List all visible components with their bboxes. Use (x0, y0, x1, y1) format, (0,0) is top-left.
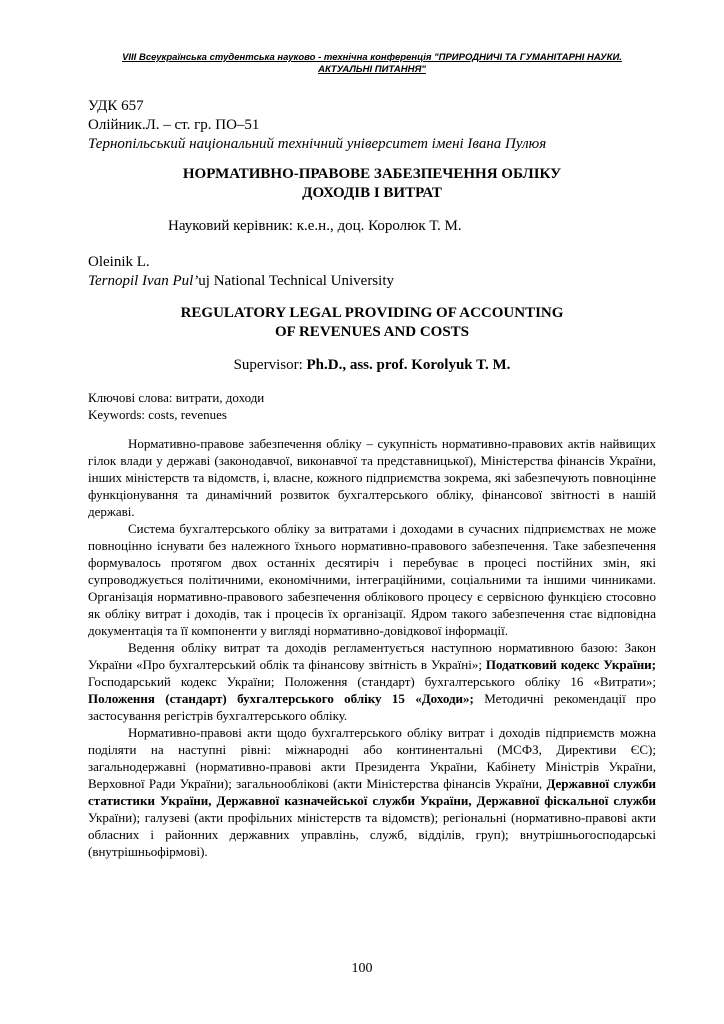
conference-header-line-1: VIII Всеукраїнська студентська науково - технічна конференція "ПРИРОДНИЧІ ТА ГУМАНІТАРНІ НАУКИ. (122, 52, 622, 63)
affiliation-en-rest: uj National Technical University (198, 273, 394, 289)
paper-title-en (88, 304, 656, 342)
paragraph-3-part-c: Господарський кодекс України; Положення (стандарт) бухгалтерського обліку 16 «Витрати»; (88, 674, 656, 689)
author-ua: Олійник.Л. – ст. гр. ПО–51 (88, 117, 260, 133)
paragraph-3-tax-code: Податковий кодекс України; (485, 657, 657, 672)
supervisor-en-name: Ph.D., ass. prof. Korolyuk T. M. (306, 357, 511, 373)
paper-page (88, 52, 656, 860)
paper-title-ua (88, 165, 656, 203)
affiliation-ua: Тернопільський національний технічний університет імені Івана Пулюя (88, 136, 547, 152)
paragraph-4 (88, 724, 656, 860)
paper-title-en-line-2: OF REVENUES AND COSTS (274, 324, 470, 340)
conference-header (88, 52, 656, 76)
page-number: 100 (351, 961, 373, 976)
keywords-block (88, 389, 656, 423)
supervisor-en (88, 356, 656, 375)
affiliation-en-italic: Ternopil Ivan Pul’ (88, 273, 199, 289)
paragraph-1: Нормативно-правове забезпечення обліку – сукупність нормативно-правових актів найвищих гілок влади у державі (законодавчої, виконавчої та представницької), Міністерства фінансів України, інших міністерств та відомств, і, власне, кожного підприємства зокрема, які забезпечують повноцінне функціонування та динамічний розвиток бухгалтерського обліку, фінансової звітності в нашій державі. (88, 436, 656, 519)
paper-body (88, 435, 656, 860)
supervisor-en-label: Supervisor: (233, 357, 307, 373)
paragraph-3 (88, 639, 656, 724)
paper-title-ua-line-1: НОРМАТИВНО-ПРАВОВЕ ЗАБЕЗПЕЧЕННЯ ОБЛІКУ (182, 166, 562, 182)
keywords-en: Keywords: costs, revenues (88, 407, 227, 422)
keywords-ua: Ключові слова: витрати, доходи (88, 390, 265, 405)
conference-header-line-2: АКТУАЛЬНІ ПИТАННЯ" (318, 64, 426, 75)
paper-title-en-line-1: REGULATORY LEGAL PROVIDING OF ACCOUNTING (180, 305, 564, 321)
paragraph-3-standard-15: Положення (стандарт) бухгалтерського обліку 15 «Доходи»; (88, 691, 474, 706)
supervisor-ua: Науковий керівник: к.е.н., доц. Королюк Т. М. (168, 218, 462, 234)
paragraph-3-part-e: Методичні рекомендації про застосування регістрів бухгалтерського обліку. (88, 691, 656, 723)
paper-title-ua-line-2: ДОХОДІВ І ВИТРАТ (302, 185, 442, 201)
paragraph-4-part-c: України); галузеві (акти профільних міністерств та відомств); регіональні (нормативно-правові акти обласних і районних державних управлінь, служб, відділів, груп); внутрішньогосподарські (внутрішньофірмові). (88, 810, 656, 859)
author-en: Oleinik L. (88, 254, 150, 270)
affiliation-en (88, 272, 656, 291)
paragraph-2: Система бухгалтерського обліку за витратами і доходами в сучасних підприємствах не може повноцінно існувати без належного їхнього нормативно-правового забезпечення. Таке забезпечення формувалось протягом двох останніх десятиріч і перебуває в процесі постійних змін, які супроводжується політичними, економічними, інтеграційними, соціальними та іншими чинниками. Організація нормативно-правового забезпечення облікового процесу є сервісною функцією стосовно як обліку витрат і доходів, так і процесів їх організації. Ядром такого забезпечення стає відповідна документація та її компоненти у вигляді нормативно-довідкової інформації. (88, 521, 656, 638)
paragraph-4-state-services: Державної служби статистики України, Державної казначейської служби України, Державної фіскальної служби (88, 776, 656, 808)
paragraph-4-part-a: Нормативно-правові акти щодо бухгалтерського обліку витрат і доходів підприємств можна поділяти на наступні рівні: міжнародні або континентальні (МСФЗ, Директиви ЄС); загальнодержавні (нормативно-правові акти Президента України, Кабінету Міністрів України, Верховної Ради України); загальнооблікові (акти Міністерства фінансів України, (88, 725, 656, 791)
udk-code: УДК 657 (88, 98, 144, 114)
paragraph-3-part-a: Ведення обліку витрат та доходів регламентується наступною нормативною базою: Закон України «Про бухгалтерський облік та фінансову звітність в Україні»; (88, 640, 656, 672)
